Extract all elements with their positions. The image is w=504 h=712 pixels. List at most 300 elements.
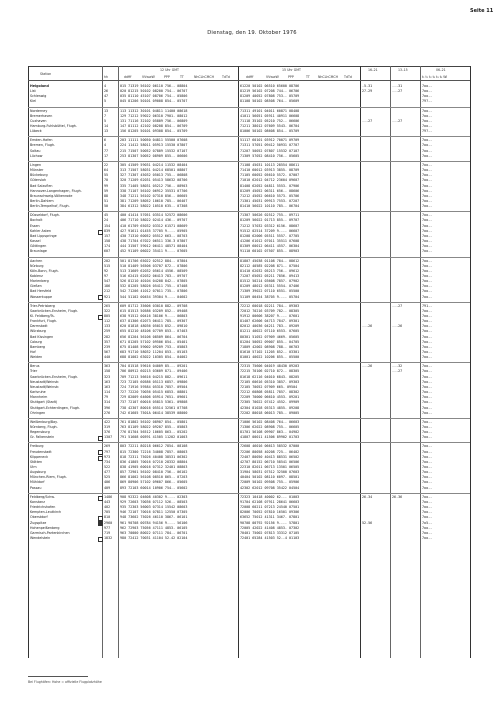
obs-12utc: 962 72903 75056 47111 4853- 06105 (120, 525, 188, 530)
obs-12utc: 544 51102 00454 39304 9---- 04602 (120, 294, 188, 299)
obs-12utc: 737 72107 60016 05815 5361- 09808 (120, 400, 188, 405)
station-height: 2960 (104, 520, 113, 525)
station-group (28, 444, 470, 490)
table-row (28, 249, 470, 254)
temp-13-15: ---27 (392, 118, 403, 123)
station-height: 269 (104, 444, 111, 449)
obs-15utc: 91912 00606 38207 9---- 07601 (240, 313, 300, 318)
weather-06-21: 7oo-- (422, 239, 433, 244)
obs-12utc: 908 92322 04608 40302 9---- 02303 (120, 494, 188, 499)
station-name: Düsseldorf, Flugh. (30, 213, 60, 218)
weather-06-21: 7oo-- (422, 419, 433, 424)
station-height: 376 (104, 430, 111, 435)
obs-15utc: 81407 62606 04713 7847- 09301 (240, 319, 300, 324)
obs-15utc: 41807 00011 41506 89902 01703 (240, 435, 300, 440)
header-15-ppp: PPP (288, 75, 294, 79)
weather-06-21: 7oo-- (422, 228, 433, 233)
station-name: Stuttgart-Echterdingen, Flugh. (30, 405, 81, 410)
obs-15utc: 71006 56102 08408 764-- 06603 (240, 419, 300, 424)
weather-06-21: 7oo-- (422, 289, 433, 294)
station-height: 259 (104, 329, 111, 334)
obs-15utc: 91110 60102 07507 855-- 08903 (240, 249, 300, 254)
header-12utc: 12 Uhr GMT (160, 68, 179, 72)
station-name: Berlin-Tempelhof, Flugh. (30, 204, 70, 209)
weather-06-21: 7oo-- (422, 313, 433, 318)
temp-13-15: ---32 (392, 364, 403, 369)
station-height: 839 (104, 228, 111, 233)
obs-12utc: 656 81204 56106 08509 864-- 06704 (120, 334, 188, 339)
weather-06-21: 7oo-- (422, 384, 433, 389)
station-group (28, 420, 470, 441)
obs-12utc: 305 41509 59031 04214 11532 08404 (120, 162, 188, 167)
obs-12utc: 803 72211 80218 06612 7854- 08108 (120, 444, 188, 449)
obs-15utc: 72608 46016 06613 58532 07000 (240, 444, 300, 449)
obs-12utc: 671 81205 57102 09506 854-- 05401 (120, 339, 188, 344)
station-height: 163 (104, 384, 111, 389)
station-height: 154 (104, 223, 111, 228)
station-height: 396 (104, 405, 111, 410)
obs-15utc: 61220 50102 06510 65600 08706 (240, 84, 300, 88)
weather-06-21: 791-- (422, 303, 433, 308)
obs-12utc: 815 72300 72216 34008 785?- 08003 (120, 449, 188, 454)
weather-06-21: 7oo-- (422, 525, 433, 530)
obs-15utc: 71212 45052 06610 5573- 05706 (240, 193, 300, 198)
weather-06-21: 7oo-- (422, 168, 433, 173)
station-name: Gießen (30, 284, 42, 289)
station-height: 24 (104, 218, 109, 223)
header-13-15: 13–15 (398, 68, 408, 72)
table-row (28, 99, 470, 104)
header-12-dew: TdTd (222, 75, 230, 79)
obs-12utc: 381 71209 58052 10610 785-- 06407 (120, 198, 188, 203)
mountain-station-symbol-icon (98, 295, 103, 300)
obs-15utc: 72008 60211 07213 24540 07501 (240, 505, 300, 510)
header-wi-sub: t₁ t₁ t₂ t₂ t₃ t₃ Wi (422, 75, 448, 79)
station-name: Göttingen (30, 244, 47, 249)
obs-15utc: 71309 57052 08410 756-- 05605 (240, 153, 300, 158)
station-name: Zugspitze (30, 520, 47, 525)
obs-12utc: 410 61709 65032 03312 61571 08609 (120, 223, 188, 228)
obs-12utc: 131 71116 32102 05809 756-- 06809 (120, 118, 188, 123)
obs-15utc: 72315 75606 04019 48430 09203 (240, 364, 300, 369)
header-12-vvwww: VVwwW (142, 75, 155, 79)
station-name: Helgoland (30, 84, 49, 88)
obs-15utc: 71410 60012 03913 3855- 08709 (240, 168, 300, 173)
station-height: 64 (104, 168, 109, 173)
weather-06-21: 7oo-- (422, 213, 433, 218)
obs-15utc: 71309 39022 07110 6551- 05500 (240, 289, 300, 294)
weather-06-21: 7oo-- (422, 279, 433, 284)
station-name: Hohenpeißenberg (30, 525, 60, 530)
station-height: 55 (104, 173, 109, 178)
obs-12utc: 020 81215 50102 08200 754-- 06707 (120, 89, 188, 94)
station-height: 6 (104, 138, 107, 143)
station-height: 522 (104, 465, 111, 470)
station-name: Lübeck (30, 129, 42, 134)
station-height: 212 (104, 289, 111, 294)
obs-15utc: 71809 42002 08908 788-- 06703 (240, 344, 300, 349)
obs-15utc: 71212 57032 03312 6156- 08607 (240, 223, 300, 228)
obs-12utc: 224 11412 58011 05913 15530 07807 (120, 143, 188, 148)
obs-15utc: 70401 75002 07813 33312 07105 (240, 530, 300, 535)
station-height: 1486 (104, 494, 113, 499)
station-height: 422 (104, 419, 111, 424)
weather-06-21: 7oo-- (422, 324, 433, 329)
station-height: 163 (104, 379, 111, 384)
temp-13-15: ---27 (392, 369, 403, 374)
station-name: Hamburg-Fuhlsbüttel, Flugh. (30, 124, 77, 129)
obs-12utc: 129 71212 59022 06310 7901- 08012 (120, 113, 188, 118)
obs-15utc: 71311 57051 09412 50931 07707 (240, 143, 300, 148)
obs-15utc: 81204 50052 09007 855-- 04705 (240, 339, 300, 344)
weather-06-21: 7oo-- (422, 355, 433, 360)
station-group (28, 364, 470, 416)
obs-15utc: 81309 60012 06411 4557- 06304 (240, 244, 300, 249)
station-height: 323 (104, 374, 111, 379)
obs-12utc: 526 81210 40104 04208 842-- 07805 (120, 279, 188, 284)
obs-12utc: 400 41414 57051 03514 52572 08606 (120, 213, 188, 218)
station-name: Neustadt/Weinstr. (30, 379, 60, 384)
station-name: Freiburg (30, 444, 44, 449)
obs-15utc: 71105 60052 05610 5572- 07007 (240, 173, 300, 178)
station-group (28, 259, 470, 300)
station-height: 921 (104, 294, 111, 299)
obs-15utc: 81410 62032 05213 756-- 09612 (240, 268, 300, 273)
weather-06-21: 7oo-- (422, 153, 433, 158)
obs-15utc: 71207 50052 07807 15532 07107 (240, 148, 300, 153)
station-height: 4 (104, 84, 107, 88)
footnote: Bei Flughäfen: Hohe = offizielle Flugplatzhöhe (28, 680, 102, 684)
weather-06-21: 7oo-- (422, 218, 433, 223)
station-height: 97 (104, 273, 109, 278)
table-row (28, 411, 470, 416)
mountain-station-symbol-icon (98, 436, 103, 441)
obs-15utc: 81209 45052 06311 656-- 08606 (240, 188, 300, 193)
header-12-clouds: NhCLhCMCH (194, 75, 215, 79)
station-height: 186 (104, 284, 111, 289)
station-name: Stuttgart (Stadt) (30, 400, 58, 405)
obs-15utc: 71108 45031 10113 28554 08611 (240, 162, 300, 167)
station-name: Coburg (30, 339, 42, 344)
obs-12utc: 675 81408 59002 09209 753-- 05803 (120, 344, 188, 349)
weather-06-21: 7oo-- (422, 449, 433, 454)
weather-06-21: 7oo-- (422, 183, 433, 188)
station-height: 158 (104, 239, 111, 244)
weather-06-21: 7oo-- (422, 268, 433, 273)
weather-06-21: 7oo-- (422, 424, 433, 429)
station-height: 719 (104, 530, 111, 535)
obs-15utc: 81512 50214 03608 785?- 07902 (240, 279, 300, 284)
station-name: Cuxhaven (30, 118, 47, 123)
weather-06-21: 7oo-- (422, 148, 433, 153)
obs-15utc: 71207 65052 05211 7856- 09413 (240, 273, 300, 278)
station-height: 797 (104, 449, 111, 454)
weather-06-21: 7oo-- (422, 369, 433, 374)
station-height: 406 (104, 480, 111, 485)
obs-12utc: 893 72103 60014 10906 754-- 05602 (120, 485, 188, 490)
header-15-dew: TdTd (344, 75, 352, 79)
temp-16-21: 52-56 (362, 520, 373, 525)
weather-06-21: 7oo-- (422, 395, 433, 400)
weather-06-21: 7oo-- (422, 334, 433, 339)
station-height: 314 (104, 400, 111, 405)
station-height: 977 (104, 525, 111, 530)
header-06-21: 06–21 (436, 68, 446, 72)
obs-12utc: 946 72107 70016 07811 12550 07305 (120, 510, 188, 515)
station-height: 525 (104, 475, 111, 480)
station-height: 51 (104, 198, 109, 203)
station-name: Bad Salzuflen (30, 183, 53, 188)
obs-15utc: 72005 42022 41408 4853- 07302 (240, 525, 300, 530)
obs-15utc: 81209 56022 01713 855-- 09707 (240, 218, 300, 223)
obs-15utc: 51117 60101 03912 70071 09709 (240, 138, 300, 143)
obs-15utc: 42304 81028 05313 4855- 09208 (240, 405, 300, 410)
obs-15utc: 81807 45038 01108 784-- 08612 (240, 258, 300, 263)
station-name: Würzburg (30, 329, 46, 334)
station-name: Stötten (30, 459, 43, 464)
obs-12utc: 430 71310 60052 05512 663-- 08703 (120, 233, 188, 238)
obs-12utc: 961 90708 00784 94156 9---- 56106 (120, 520, 188, 525)
station-height: 174 (104, 244, 111, 249)
obs-12utc: 638 91512 00416 38106 9---- 06803 (120, 313, 188, 318)
station-height: 515 (104, 263, 111, 268)
group-separator (28, 161, 470, 162)
station-name: Bocholt (30, 218, 43, 223)
station-height: 45 (104, 213, 109, 218)
obs-15utc: 81211 40022 07110 6553- 07605 (240, 329, 300, 334)
station-name: Lingen (30, 162, 42, 167)
station-height: 157 (104, 233, 111, 238)
station-height: 547 (104, 279, 111, 284)
obs-15utc: 71118 35102 05210 752-- 06606 (240, 118, 300, 123)
station-name: Norderney (30, 108, 48, 113)
station-name: Karlsruhe (30, 390, 46, 395)
obs-12utc: 869 80906 57102 09607 866-- 05605 (120, 480, 188, 485)
station-name: Emden-Hafen (30, 138, 53, 143)
weather-06-21: 7o5-- (422, 520, 433, 525)
weather-06-21: 7oo-- (422, 284, 433, 289)
station-group (28, 138, 470, 159)
obs-15utc: 71306 62022 08908 755-- 06605 (240, 424, 300, 429)
obs-15utc: 81006 50102 08608 854-- 05709 (240, 129, 300, 134)
obs-15utc: 72323 10418 40002 62--- 01003 (240, 494, 300, 499)
obs-12utc: 444 31507 59012 06411 48571 08404 (120, 244, 188, 249)
obs-15utc: 82012 40036 04211 783-- 09209 (240, 324, 300, 329)
obs-12utc: 452 91109 06022 35411 9---- 07605 (120, 249, 188, 254)
mountain-station-symbol-icon (98, 537, 103, 542)
header-12-hh: hh (104, 75, 109, 79)
obs-12utc: 532 81205 58026 05411 755-- 07408 (120, 284, 188, 289)
obs-12utc: 513 31609 62032 05614 4556- 08509 (120, 268, 188, 273)
weather-06-21: 7oo-- (422, 444, 433, 449)
station-name: Saarbrücken-Ensheim, Flugh. (30, 374, 79, 379)
obs-15utc: 41206 61012 07011 35511 07608 (240, 239, 300, 244)
station-height: 112 (104, 319, 111, 324)
weather-06-21: 7oo-- (422, 124, 433, 129)
table-row (28, 435, 470, 440)
station-height: 239 (104, 344, 111, 349)
obs-15utc: 81209 40052 07808 753-- 05709 (240, 94, 300, 99)
obs-15utc: 81701 56108 09907 863-- 04902 (240, 430, 300, 435)
weather-06-21: 7oo-- (422, 244, 433, 249)
station-name: Mannheim (30, 395, 48, 400)
weather-06-21: 7oo-- (422, 339, 433, 344)
station-height: 705 (104, 510, 111, 515)
weather-06-21: 7oo-- (422, 84, 433, 88)
weather-06-21: 7oo-- (422, 510, 433, 515)
station-name: Hannover-Langenhagen, Flugh. (30, 188, 82, 193)
weather-06-21: 7oo-- (422, 390, 433, 395)
group-separator (28, 211, 470, 212)
obs-12utc: 838 41905 60016 07312 32401 08803 (120, 465, 188, 470)
station-name: Berus (30, 364, 40, 369)
weather-06-21: 7oo-- (422, 204, 433, 209)
obs-12utc: 655 81210 48106 07709 853-- 07403 (120, 329, 188, 334)
weather-06-21: 7oo-- (422, 530, 433, 535)
obs-15utc: 72009 50102 09508 755-- 05906 (240, 480, 300, 485)
weather-06-21: 7oo-- (422, 454, 433, 459)
obs-12utc: 818 72311 75026 40408 38531 06302 (120, 454, 188, 459)
header-12-ddfff: ddfff (124, 75, 132, 79)
station-name: Darmstadt (30, 324, 48, 329)
station-height: 70 (104, 178, 109, 183)
obs-15utc: 72209 70000 06610 4553- 09201 (240, 395, 300, 400)
weather-06-21: 79?-- (422, 129, 433, 134)
station-height: 477 (104, 470, 111, 475)
station-name: Braunschweig-Völkenrode (30, 193, 73, 198)
weather-06-21: 7oo-- (422, 350, 433, 355)
obs-12utc: 704 81518 59616 04009 85--- 09201 (120, 364, 188, 369)
temp-16-21: ---26 (362, 364, 373, 369)
obs-12utc: 384 61312 58022 10510 635-- 07308 (120, 204, 188, 209)
station-name: Kl. Feldberg/Ts. (30, 313, 55, 318)
obs-15utc: 81208 62006 05511 5557- 07705 (240, 233, 300, 238)
obs-12utc: 738 42307 80016 05514 32561 07708 (120, 405, 188, 410)
station-name: Konstanz (30, 499, 45, 504)
weather-06-21: 79?-- (422, 99, 433, 104)
station-name: Trier-Petrisberg (30, 303, 55, 308)
temp-16-21: ---27 (362, 118, 373, 123)
page-title: Dienstag, den 19. Oktober 1976 (207, 30, 297, 36)
header-15-ddfff: ddfff (246, 75, 254, 79)
obs-12utc: 615 81513 50586 03209 852-- 09408 (120, 308, 188, 313)
weather-06-21: 7oo-- (422, 223, 433, 228)
obs-12utc: 791 51608 00591 41505 11202 01003 (120, 435, 188, 440)
weather-06-21: 7oo-- (422, 193, 433, 198)
station-name: Weißenburg/Bay. (30, 419, 58, 424)
weather-06-21: 7oo-- (422, 94, 433, 99)
station-height: 92 (104, 268, 109, 273)
station-height: 13 (104, 129, 109, 134)
weather-06-21: 7oo-- (422, 405, 433, 410)
station-name: Weiden (30, 355, 43, 360)
obs-12utc: 761 81802 56102 08907 854-- 05801 (120, 419, 188, 424)
station-height: 440 (104, 355, 111, 360)
weather-06-21: 7oo-- (422, 162, 433, 167)
obs-15utc: 22310 82011 06713 13501 06505 (240, 465, 300, 470)
obs-15utc: 82006 70052 07810 16501 09306 (240, 510, 300, 515)
station-name: München-Riem, Flugh. (30, 475, 67, 480)
weather-06-21: 7oo-- (422, 319, 433, 324)
weather-06-21: 7oo-- (422, 374, 433, 379)
temp-16-21: 27-29 (362, 89, 373, 94)
obs-15utc: 71010 62012 04712 23604 09607 (240, 178, 300, 183)
station-name: Kassel (30, 239, 41, 244)
weather-06-21: 7oo-- (422, 258, 433, 263)
station-height: 114 (104, 390, 111, 395)
weather-06-21: 7oo-- (422, 499, 433, 504)
station-name: Klippeneck (30, 454, 49, 459)
column-rule (470, 66, 471, 658)
station-name: Saarbrücken-Ensheim, Flugh. (30, 308, 79, 313)
station-height: 88 (104, 193, 109, 198)
station-name: Bad Lippspringe (30, 233, 57, 238)
obs-15utc: 72012 70216 03709 782-- 08305 (240, 308, 300, 313)
obs-15utc: 71211 38012 07609 5543- 06704 (240, 124, 300, 129)
obs-12utc: 836 41805 70016 07210 28332 08804 (120, 459, 188, 464)
temp-13-15: 26-36 (392, 494, 403, 499)
weather-06-21: 7oo-- (422, 465, 433, 470)
group-separator (28, 418, 470, 419)
temp-13-15: ---31 (392, 84, 403, 88)
obs-12utc: 035 81110 45107 08706 754-- 05806 (120, 94, 188, 99)
station-name: Neustadt/Weinstr. (30, 384, 60, 389)
weather-06-21: 7oo-- (422, 410, 433, 415)
obs-12utc: 724 71916 59584 05310 785?- 09504 (120, 384, 188, 389)
weather-06-21: 7oo-- (422, 379, 433, 384)
station-name: Soltau (30, 148, 41, 153)
obs-15utc: 72305 70022 07412 4552- 09909 (240, 400, 300, 405)
station-height: 276 (104, 410, 111, 415)
obs-12utc: 742 61605 7501A 06414 38539 08000 (120, 410, 188, 415)
obs-12utc: 427 91611 01455 37705 9---- 05905 (120, 228, 188, 233)
station-name: Augsburg (30, 470, 46, 475)
obs-15utc: 71311 49101 04011 60871 08408 (240, 108, 300, 113)
obs-15utc: 81610 57102 11205 852-- 03301 (240, 350, 300, 355)
station-name: Schleswig (30, 94, 47, 99)
obs-15utc: 42707 80152 06710 58541 06506 (240, 459, 300, 464)
obs-12utc: 776 81704 56512 10605 863-- 05202 (120, 430, 188, 435)
obs-15utc: 81001 40022 10206 855-- 05500 (240, 355, 300, 360)
weather-06-21: 7oo-- (422, 178, 433, 183)
station-height: 77 (104, 148, 109, 153)
obs-12utc: 727 72220 70036 05415 6853- 08801 (120, 390, 188, 395)
obs-15utc: 40404 50102 08110 6097- 08501 (240, 475, 300, 480)
obs-12utc: 338 71107 56102 06912 35531 07706 (120, 188, 188, 193)
obs-12utc: 929 72603 70036 07112 526-- 08503 (120, 499, 188, 504)
obs-15utc: 72202 80018 06013 785-- 09005 (240, 410, 300, 415)
station-height: 282 (104, 334, 111, 339)
obs-15utc: 72401 65284 41503 52--4 01103 (240, 535, 300, 540)
station-name: Gütersloh (30, 178, 47, 183)
table-row (28, 154, 470, 159)
station-name: Feldberg/Schw. (30, 494, 55, 499)
obs-12utc: 866 81002 56108 08510 865-- 07203 (120, 475, 188, 480)
station-group (28, 84, 470, 105)
weather-06-21: 7oo-- (422, 435, 433, 440)
obs-15utc: 31904 58031 07512 32500 07603 (240, 470, 300, 475)
station-name: Bad Kissingen (30, 334, 54, 339)
obs-15utc: 91704 62108 07911 28641 06603 (240, 499, 300, 504)
station-name: Wasserkuppe (30, 294, 52, 299)
station-height: 5 (104, 118, 107, 123)
obs-12utc: 147 81112 42102 08208 854-- 06709 (120, 124, 188, 129)
station-name: Kahler Asten (30, 228, 51, 233)
station-height: 607 (104, 249, 111, 254)
station-name: Koblenz (30, 273, 43, 278)
station-height: 5 (104, 99, 107, 104)
group-separator (28, 136, 470, 137)
